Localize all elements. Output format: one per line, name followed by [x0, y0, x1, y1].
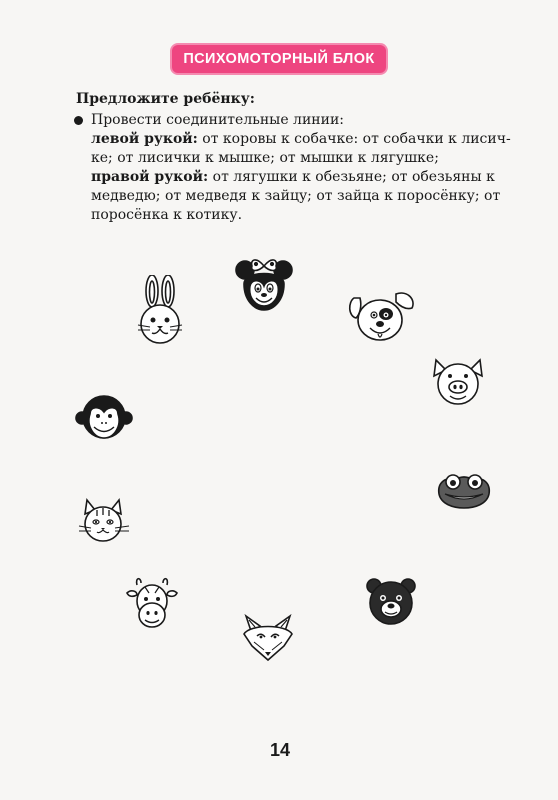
section-header-title: ПСИХОМОТОРНЫЙ БЛОК: [183, 51, 375, 67]
right-hand-text-2: медведю; от медведя к зайцу; от зайца к поросёнку; от: [91, 188, 501, 204]
right-hand-line-1: [91, 168, 510, 187]
left-hand-text-2: ке; от лисички к мышке; от мышки к лягушке;: [91, 150, 439, 166]
rabbit-icon[interactable]: [130, 275, 190, 347]
section-header-badge: [170, 43, 388, 75]
left-hand-label: левой рукой:: [91, 131, 198, 147]
monkey-icon[interactable]: [74, 392, 134, 444]
task-title: Предложите ребёнку:: [76, 91, 255, 107]
dog-icon[interactable]: [346, 290, 418, 346]
frog-icon[interactable]: [435, 470, 493, 510]
left-hand-text-1: от коровы к собачке: от собачки к лисич-: [197, 131, 511, 147]
fox-icon[interactable]: [240, 612, 296, 662]
bear-icon[interactable]: [364, 576, 418, 626]
task-instructions: [70, 90, 510, 225]
right-hand-label: правой рукой:: [91, 169, 209, 185]
task-bullet: [70, 111, 510, 225]
bullet-dot: [74, 116, 83, 125]
right-hand-text-1: от лягушки к обезьяне; от обезьяны к: [208, 169, 495, 185]
page-number: 14: [269, 740, 291, 760]
pig-icon[interactable]: [426, 354, 490, 410]
cow-icon[interactable]: [123, 575, 181, 633]
left-hand-line-1: [91, 130, 510, 149]
mouse-icon[interactable]: [234, 252, 294, 314]
cat-icon[interactable]: [75, 496, 133, 546]
bullet-text: Провести соединительные линии:: [91, 112, 344, 128]
right-hand-text-3: поросёнка к котику.: [91, 207, 243, 223]
